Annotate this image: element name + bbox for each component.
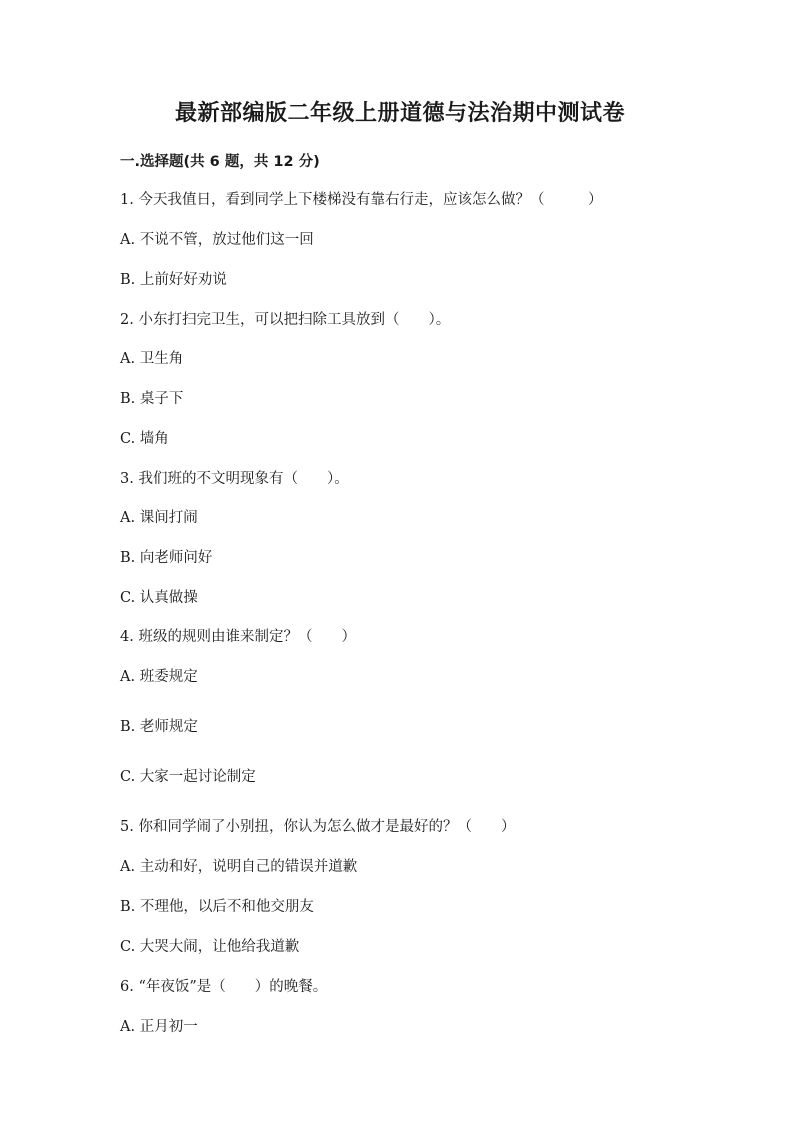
- question-4-stem: 4. 班级的规则由谁来制定？（ ）: [120, 629, 356, 645]
- question-3-option-a: A. 课间打闹: [120, 510, 198, 526]
- question-1-option-a: A. 不说不管，放过他们这一回: [120, 232, 314, 248]
- question-5-option-c: C. 大哭大闹，让他给我道歉: [120, 939, 300, 955]
- question-4-option-a: A. 班委规定: [120, 669, 198, 685]
- question-5-option-b: B. 不理他，以后不和他交朋友: [120, 899, 314, 915]
- question-4-option-b: B. 老师规定: [120, 719, 198, 735]
- question-5-stem: 5. 你和同学闹了小别扭，你认为怎么做才是最好的？（ ）: [120, 819, 516, 835]
- question-1-stem: 1. 今天我值日，看到同学上下楼梯没有靠右行走，应该怎么做？（ ）: [120, 192, 603, 208]
- page-title: 最新部编版二年级上册道德与法治期中测试卷: [174, 101, 625, 126]
- question-2-option-a: A. 卫生角: [120, 351, 184, 367]
- question-3-stem: 3. 我们班的不文明现象有（ ）。: [120, 471, 349, 487]
- section-heading: 一.选择题(共 6 题，共 12 分): [120, 154, 320, 170]
- question-4-option-c: C. 大家一起讨论制定: [120, 769, 256, 785]
- question-6-option-a: A. 正月初一: [120, 1019, 198, 1035]
- question-3-option-b: B. 向老师问好: [120, 550, 213, 566]
- question-2-stem: 2. 小东打扫完卫生，可以把扫除工具放到（ ）。: [120, 312, 451, 328]
- question-6-stem: 6. “年夜饭”是（ ）的晚餐。: [120, 979, 328, 995]
- question-5-option-a: A. 主动和好，说明自己的错误并道歉: [120, 859, 358, 875]
- question-2-option-c: C. 墙角: [120, 431, 169, 447]
- question-1-option-b: B. 上前好好劝说: [120, 272, 227, 288]
- question-3-option-c: C. 认真做操: [120, 590, 198, 606]
- question-2-option-b: B. 桌子下: [120, 391, 184, 407]
